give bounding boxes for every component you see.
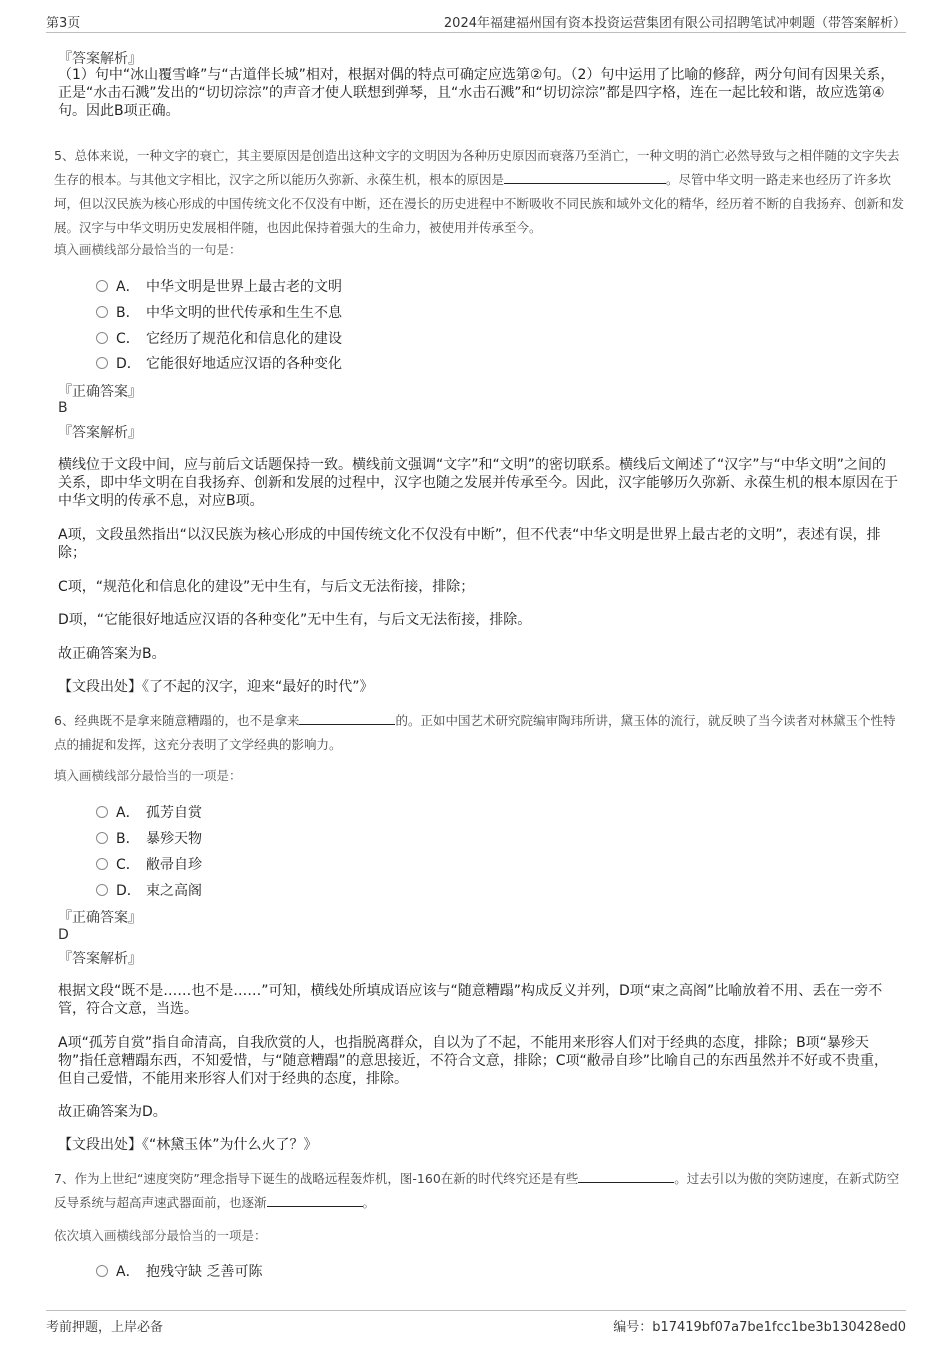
question-7-text bbox=[54, 1167, 904, 1215]
analysis-paragraph: A项，文段虽然指出“以汉民族为核心形成的中国传统文化不仅没有中断”，但不代表“中华文明是世界上最古老的文明”，表述有误，排除； bbox=[58, 527, 881, 561]
correct-answer: B bbox=[58, 400, 68, 416]
analysis-paragraph: C项，“规范化和信息化的建设”无中生有，与后文无法衔接，排除； bbox=[58, 579, 475, 595]
document-title: 2024年福建福州国有资本投资运营集团有限公司招聘笔试冲刺题（带答案解析） bbox=[443, 16, 906, 31]
option-b[interactable] bbox=[96, 302, 342, 322]
option-text: 中华文明的世代传承和生生不息 bbox=[146, 305, 342, 321]
page-header bbox=[46, 10, 906, 33]
option-a[interactable] bbox=[96, 1261, 262, 1281]
question-text-part: 。 bbox=[362, 1195, 376, 1210]
page-footer bbox=[46, 1310, 906, 1335]
source-citation: 【文段出处】《“林黛玉体”为什么火了？》 bbox=[58, 1137, 318, 1153]
option-d[interactable] bbox=[96, 880, 202, 900]
option-d[interactable] bbox=[96, 353, 342, 373]
source-citation: 【文段出处】《了不起的汉字，迎来“最好的时代”》 bbox=[58, 679, 374, 695]
option-key: D． bbox=[116, 356, 141, 372]
option-text: 它经历了规范化和信息化的建设 bbox=[146, 331, 342, 347]
analysis-label: 『答案解析』 bbox=[58, 51, 142, 67]
question-5-text bbox=[54, 144, 904, 240]
radio-button[interactable] bbox=[96, 280, 108, 292]
radio-button[interactable] bbox=[96, 806, 108, 818]
option-a[interactable] bbox=[96, 802, 202, 822]
option-text: 抱残守缺 乏善可陈 bbox=[146, 1264, 263, 1280]
option-key: B． bbox=[116, 831, 140, 847]
option-key: C． bbox=[116, 331, 140, 347]
option-c[interactable] bbox=[96, 328, 342, 348]
question-text-part: 。过去引以为傲的突防速度，在新式防空反导系统与超高声速武器面前，也逐渐 bbox=[54, 1171, 900, 1210]
answer-blank bbox=[504, 169, 666, 184]
page-number: 第3页 bbox=[46, 16, 81, 31]
question-text-part: 的。正如中国艺术研究院编审陶玮所讲，黛玉体的流行，就反映了当今读者对林黛玉个性特点的捕捉和发挥，这充分表明了文学经典的影响力。 bbox=[54, 713, 896, 752]
option-text: 束之高阁 bbox=[146, 883, 202, 899]
option-key: C． bbox=[116, 857, 140, 873]
radio-button[interactable] bbox=[96, 357, 108, 369]
question-prompt: 填入画横线部分最恰当的一项是： bbox=[54, 768, 242, 783]
question-prompt: 依次填入画横线部分最恰当的一项是： bbox=[54, 1228, 267, 1243]
option-text: 中华文明是世界上最古老的文明 bbox=[146, 279, 342, 295]
radio-button[interactable] bbox=[96, 1265, 108, 1277]
option-text: 敝帚自珍 bbox=[146, 857, 202, 873]
option-b[interactable] bbox=[96, 828, 202, 848]
option-a[interactable] bbox=[96, 276, 342, 296]
radio-button[interactable] bbox=[96, 832, 108, 844]
analysis-paragraph: D项，“它能很好地适应汉语的各种变化”无中生有，与后文无法衔接，排除。 bbox=[58, 612, 532, 628]
answer-blank bbox=[267, 1192, 363, 1207]
question-text-part: 6、经典既不是拿来随意糟蹋的，也不是拿来 bbox=[54, 713, 300, 728]
radio-button[interactable] bbox=[96, 306, 108, 318]
option-text: 孤芳自赏 bbox=[146, 805, 202, 821]
analysis-label: 『答案解析』 bbox=[58, 951, 142, 967]
analysis-paragraph: A项“孤芳自赏”指自命清高，自我欣赏的人，也指脱离群众，自以为了不起，不能用来形容人们对于经典的态度，排除；B项“暴殄天物”指任意糟蹋东西，不知爱惜，与“随意糟蹋”的意思接近，不符合文意，排除；C项“敝帚自珍”比喻自己的东西虽然并不好或不贵重，但自己爱惜，不能用来形容人们对于经典的态度，排除。 bbox=[58, 1035, 889, 1087]
radio-button[interactable] bbox=[96, 332, 108, 344]
question-text-part: 5、总体来说，一种文字的衰亡，其主要原因是创造出这种文字的文明因为各种历史原因而衰落乃至消亡，一种文明的消亡必然导致与之相伴随的文字失去生存的根本。与其他文字相比，汉字之所以能历久弥新、永葆生机，根本的原因是 bbox=[54, 148, 900, 187]
question-text-part: 7、作为上世纪“速度突防”理念指导下诞生的战略远程轰炸机，图-160在新的时代终究还是有些 bbox=[54, 1171, 579, 1186]
analysis-text: （1）句中“冰山覆雪峰”与“古道伴长城”相对，根据对偶的特点可确定应选第②句。（2）句中运用了比喻的修辞，两分句间有因果关系，正是“水击石溅”发出的“切切淙淙”的声音才使人联想到弹琴，且“水击石溅”和“切切淙淙”都是四字格，连在一起比较和谐，故应选第④句。因此B项正确。 bbox=[58, 67, 895, 119]
correct-answer-label: 『正确答案』 bbox=[58, 384, 142, 400]
correct-answer-label: 『正确答案』 bbox=[58, 910, 142, 926]
answer-blank bbox=[299, 710, 395, 725]
option-key: A． bbox=[116, 805, 140, 821]
analysis-label: 『答案解析』 bbox=[58, 425, 142, 441]
option-key: A． bbox=[116, 279, 140, 295]
option-text: 它能很好地适应汉语的各种变化 bbox=[146, 356, 342, 372]
analysis-paragraph: 根据文段“既不是……也不是……”可知，横线处所填成语应该与“随意糟蹋”构成反义并列，D项“束之高阁”比喻放着不用、丢在一旁不管，符合文意，当选。 bbox=[58, 983, 883, 1017]
answer-blank bbox=[578, 1168, 674, 1183]
question-text-part: 。尽管中华文明一路走来也经历了许多坎坷，但以汉民族为核心形成的中国传统文化不仅没有中断，还在漫长的历史进程中不断吸收不同民族和域外文化的精华，经历着不断的自我扬弃、创新和发展。汉字与中华文明历史发展相伴随，也因此保持着强大的生命力，被使用并传承至今。 bbox=[54, 172, 905, 235]
correct-answer: D bbox=[58, 927, 69, 943]
conclusion: 故正确答案为D。 bbox=[58, 1104, 167, 1120]
option-key: D． bbox=[116, 883, 141, 899]
footer-slogan: 考前押题，上岸必备 bbox=[46, 1320, 164, 1335]
option-c[interactable] bbox=[96, 854, 202, 874]
analysis-paragraph: 横线位于文段中间，应与前后文话题保持一致。横线前文强调“文字”和“文明”的密切联系。横线后文阐述了“汉字”与“中华文明”之间的关系，即中华文明在自我扬弃、创新和发展的过程中，汉字也随之发展并传承至今。因此，汉字能够历久弥新、永葆生机的根本原因在于中华文明的传承不息，对应B项。 bbox=[58, 457, 898, 509]
option-key: A． bbox=[116, 1264, 140, 1280]
option-text: 暴殄天物 bbox=[146, 831, 202, 847]
question-6-text bbox=[54, 709, 904, 757]
question-prompt: 填入画横线部分最恰当的一句是： bbox=[54, 242, 242, 257]
option-key: B． bbox=[116, 305, 140, 321]
document-id: 编号：b17419bf07a7be1fcc1be3b130428ed0 bbox=[613, 1320, 906, 1335]
radio-button[interactable] bbox=[96, 858, 108, 870]
radio-button[interactable] bbox=[96, 884, 108, 896]
conclusion: 故正确答案为B。 bbox=[58, 646, 166, 662]
